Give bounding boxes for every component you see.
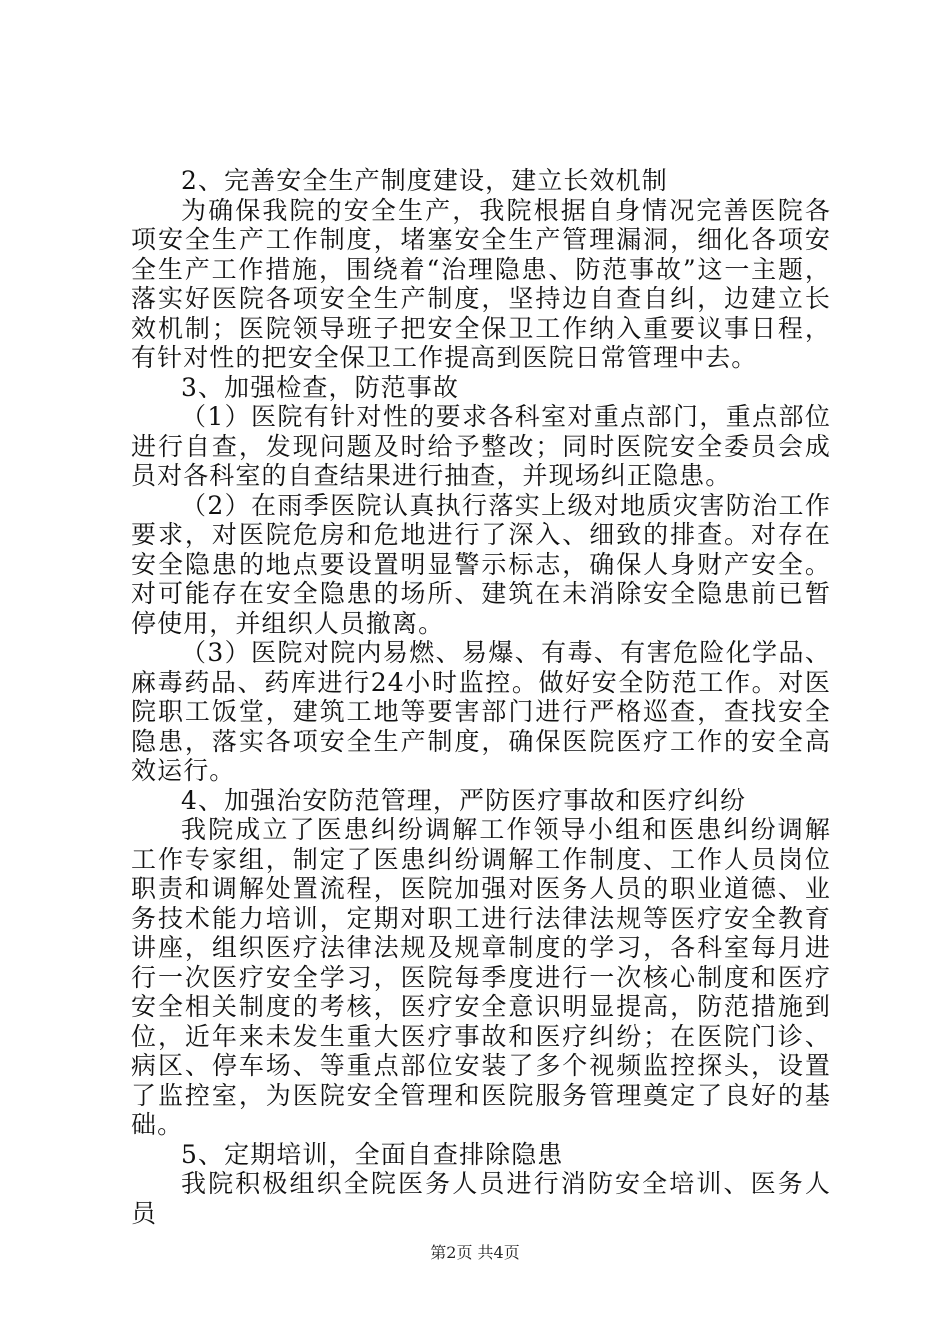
body-paragraph: 我院积极组织全院医务人员进行消防安全培训、医务人员 (131, 1169, 831, 1228)
section-heading-3: 3、加强检查，防范事故 (181, 372, 460, 402)
body-paragraph: （1）医院有针对性的要求各科室对重点部门，重点部位进行自查，发现问题及时给予整改；同时医院安全委员会成员对各科室的自查结果进行抽查，并现场纠正隐患。 (131, 402, 831, 490)
body-paragraph: 我院成立了医患纠纷调解工作领导小组和医患纠纷调解工作专家组，制定了医患纠纷调解工作制度、工作人员岗位职责和调解处置流程，医院加强对医务人员的职业道德、业务技术能力培训，定期对职工进行法律法规等医疗安全教育讲座，组织医疗法律法规及规章制度的学习，各科室每月进行一次医疗安全学习，医院每季度进行一次核心制度和医疗安全相关制度的考核，医疗安全意识明显提高，防范措施到位，近年来未发生重大医疗事故和医疗纠纷；在医院门诊、病区、停车场、等重点部位安装了多个视频监控探头，设置了监控室，为医院安全管理和医院服务管理奠定了良好的基础。 (131, 815, 831, 1139)
section-heading-5: 5、定期培训，全面自查排除隐患 (181, 1139, 564, 1169)
page-number-footer: 第2页 共4页 (430, 1243, 520, 1262)
body-paragraph: （2）在雨季医院认真执行落实上级对地质灾害防治工作要求，对医院危房和危地进行了深入、细致的排查。对存在安全隐患的地点要设置明显警示标志，确保人身财产安全。对可能存在安全隐患的场所、建筑在未消除安全隐患前已暂停使用，并组织人员撤离。 (131, 490, 831, 638)
body-paragraph: 为确保我院的安全生产，我院根据自身情况完善医院各项安全生产工作制度，堵塞安全生产管理漏洞，细化各项安全生产工作措施，围绕着“治理隐患、防范事故”这一主题，落实好医院各项安全生产制度，坚持边自查自纠，边建立长效机制；医院领导班子把安全保卫工作纳入重要议事日程，有针对性的把安全保卫工作提高到医院日常管理中去。 (131, 195, 831, 372)
document-body (131, 166, 831, 1228)
section-heading-2: 2、完善安全生产制度建设，建立长效机制 (181, 166, 668, 195)
section-heading-4: 4、加强治安防范管理，严防医疗事故和医疗纠纷 (181, 785, 747, 815)
body-paragraph: （3）医院对院内易燃、易爆、有毒、有害危险化学品、麻毒药品、药库进行24小时监控。做好安全防范工作。对医院职工饭堂，建筑工地等要害部门进行严格巡查，查找安全隐患，落实各项安全生产制度，确保医院医疗工作的安全高效运行。 (131, 638, 831, 785)
